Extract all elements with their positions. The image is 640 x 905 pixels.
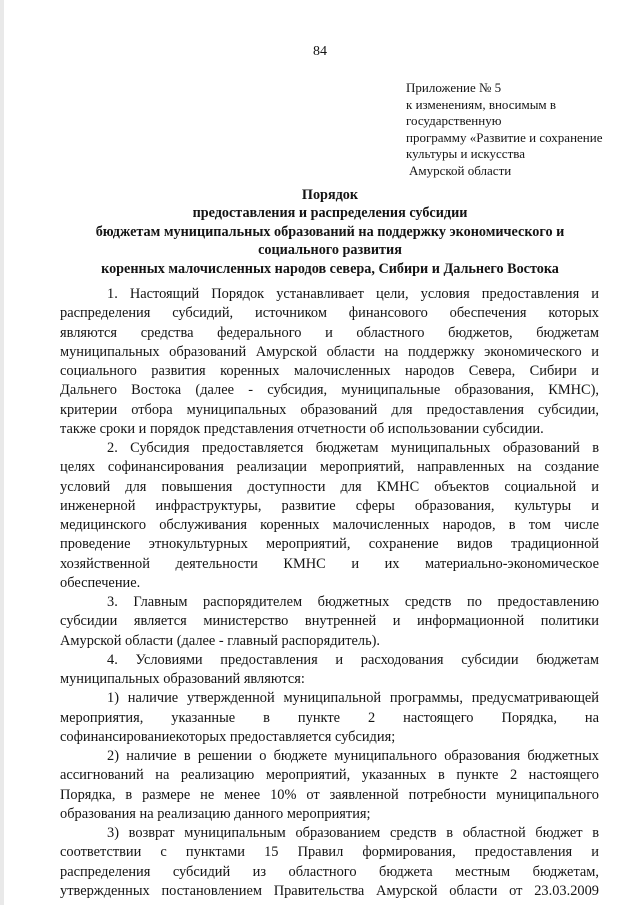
paragraph-1-line: 1. Настоящий Порядок устанавливает цели, условия предоставления и (107, 286, 599, 302)
paragraph-2-line: обеспечение. (60, 574, 141, 591)
paragraph-1-line: являются средства федерального и областного бюджетов, бюджетам (60, 324, 599, 341)
paragraph-2-line: хозяйственной деятельности КМНС и их материально-экономическое (60, 555, 599, 572)
paragraph-3-line: 3. Главным распорядителем бюджетных средств по предоставлению (107, 594, 599, 610)
condition-2-line: ассигнований на реализацию мероприятий, указанных в пункте 2 настоящего (60, 767, 599, 784)
condition-3-line: распределения субсидий из областного бюджета местным бюджетам, (60, 863, 599, 880)
title-line: предоставления и распределения субсидии (192, 205, 468, 222)
condition-3-line: 3) возврат муниципальным образованием средств в областной бюджет в (107, 825, 599, 841)
paragraph-1-line: муниципальных образований Амурской области на поддержку экономического и (60, 343, 599, 360)
condition-1-line: 1) наличие утвержденной муниципальной программы, предусматривающей (107, 690, 599, 707)
paragraph-4-line: муниципальных образований являются: (60, 671, 305, 687)
paragraph-3-line: субсидии является министерство внутренней и информационной политики (60, 613, 599, 630)
document-title (60, 186, 600, 278)
page-number: 84 (313, 44, 327, 59)
annex-line: Приложение № 5 (406, 80, 502, 95)
paragraph-2-line: условий для повышения доступности для КМНС объектов социальной и (60, 478, 599, 495)
condition-3-line: утвержденных постановлением Правительства Амурской области от 23.03.2009 (60, 882, 599, 899)
paragraph-2-line: 2. Субсидия предоставляется бюджетам муниципальных образований в (107, 440, 599, 456)
annex-line: культуры и искусства (406, 146, 525, 162)
annex-line: государственную (406, 113, 502, 129)
scan-edge (0, 0, 4, 905)
paragraph-2-line: инженерной инфраструктуры, развитие сферы образования, культуры и (60, 497, 599, 514)
title-line: социального развития (258, 242, 402, 259)
title-line: бюджетам муниципальных образований на поддержку экономического и (95, 223, 565, 240)
condition-2-line: образования на реализацию данного мероприятия; (60, 805, 371, 822)
annex-line: программу «Развитие и сохранение (406, 129, 603, 145)
paragraph-1-line: также сроки и порядок представления отчетности об использовании субсидии. (60, 420, 544, 437)
paragraph-3-line: Амурской области (далее - главный распорядитель). (60, 632, 381, 649)
paragraph-2-line: целях софинансирования реализации мероприятий, направленных на создание (60, 459, 599, 476)
condition-3-line: соответствии с пунктами 15 Правил формирования, предоставления и (60, 844, 599, 861)
annex-header (406, 80, 616, 180)
title-line: коренных малочисленных народов севера, Сибири и Дальнего Востока (101, 260, 559, 277)
paragraph-4-line: 4. Условиями предоставления и расходования субсидии бюджетам (107, 651, 599, 668)
paragraph-2-line: проведение этнокультурных мероприятий, сохранение видов традиционной (60, 536, 599, 553)
annex-line: Амурской области (409, 162, 512, 178)
condition-2-line: Порядка, в размере не менее 10% от заявленной потребности муниципального (60, 786, 599, 803)
paragraph-1-line: Дальнего Востока (далее - субсидия, муниципальные образования, КМНС), (60, 382, 599, 399)
title-line: Порядок (301, 187, 359, 203)
paragraph-1-line: социального развития коренных малочисленных народов Севера, Сибири и (60, 363, 599, 379)
condition-2-line: 2) наличие в решении о бюджете муниципального образования бюджетных (107, 748, 599, 764)
document-body (60, 285, 599, 901)
paragraph-1-line: распределения субсидий, источником финансового обеспечения которых (60, 305, 599, 322)
annex-line: к изменениям, вносимым в (406, 96, 557, 112)
paragraph-1-line: критерии отбора муниципальных образований для предоставления субсидии, (60, 401, 599, 418)
paragraph-2-line: медицинского обслуживания коренных малочисленных народов, в том числе (60, 517, 599, 533)
condition-1-line: мероприятия, указанные в пункте 2 настоящего Порядка, на (60, 709, 599, 726)
condition-1-line: софинансированиекоторых предоставляется субсидия; (60, 728, 396, 745)
